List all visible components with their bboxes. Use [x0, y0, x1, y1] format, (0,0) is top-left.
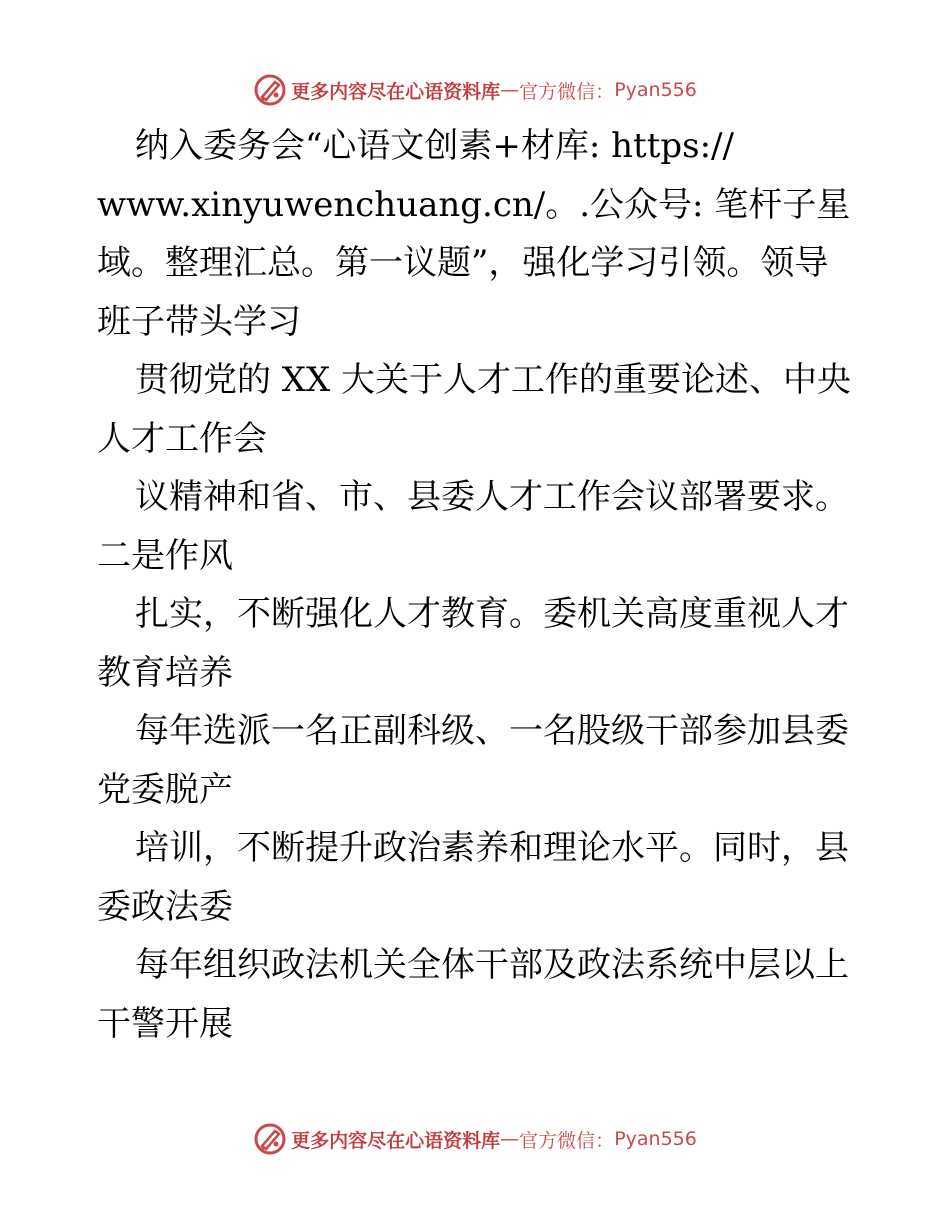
- body-line: 教育培养: [97, 652, 233, 693]
- body-line: 纳入委务会“心语文创素+材库: https://: [135, 126, 734, 166]
- site-name-text: 更多内容尽在心语资料库: [291, 1129, 501, 1152]
- body-line: 扎实，不断强化人才教育。委机关高度重视人才: [135, 594, 849, 634]
- pen-logo-icon: [253, 73, 287, 107]
- header-banner: [0, 70, 950, 110]
- body-line: 人才工作会: [97, 418, 267, 459]
- footer-banner: [0, 1119, 950, 1159]
- wechat-id: Pyan556: [614, 1128, 697, 1150]
- body-line: 贯彻党的 XX 大关于人才工作的重要论述、中央: [135, 360, 852, 400]
- site-name-text: 更多内容尽在心语资料库: [291, 80, 501, 103]
- pen-logo-icon: [253, 1122, 287, 1156]
- body-line: 域。整理汇总。第一议题”，强化学习引领。领导: [97, 243, 829, 283]
- wechat-id: Pyan556: [614, 79, 697, 101]
- body-line: 班子带头学习: [97, 301, 301, 342]
- banner-dash: —: [500, 1128, 520, 1150]
- body-line: 二是作风: [97, 535, 233, 576]
- wechat-label: 官方微信：: [519, 1129, 615, 1152]
- banner-dash: —: [500, 79, 520, 101]
- body-line: 干警开展: [97, 1003, 233, 1044]
- body-line: www.xinyuwenchuang.cn/。.公众号: 笔杆子星: [97, 184, 851, 225]
- wechat-label: 官方微信：: [519, 80, 615, 103]
- body-line: 每年选派一名正副科级、一名股级干部参加县委: [135, 711, 849, 751]
- body-line: 党委脱产: [97, 769, 233, 810]
- body-line: 委政法委: [97, 886, 233, 927]
- body-line: 培训，不断提升政治素养和理论水平。同时，县: [135, 828, 849, 868]
- body-line: 每年组织政法机关全体干部及政法系统中层以上: [135, 945, 849, 985]
- body-line: 议精神和省、市、县委人才工作会议部署要求。: [135, 477, 849, 517]
- document-body: [97, 117, 857, 1053]
